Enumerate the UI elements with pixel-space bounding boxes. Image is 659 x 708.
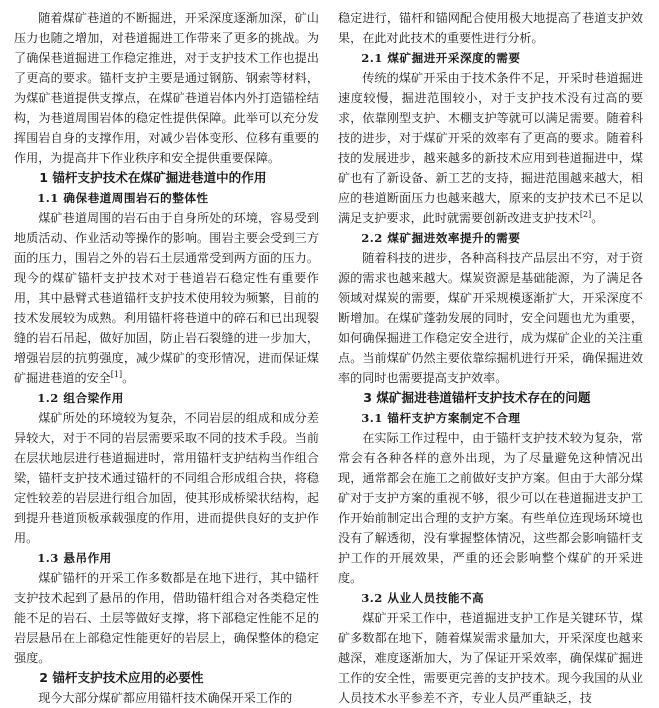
subsection-1-1-text: 煤矿巷道周围的岩石由于自身所处的环境，容易受到地质活动、作业活动等操作的影响。围岩主要会受到三方面的压力，围岩之外的岩石土层通常受到两方面的压力。现今的煤矿锚杆支护技术对于巷道岩石稳定性有重要作用，其中悬臂式巷道锚杆支护技术使用较为频繁，目前的技术发展较为成熟。利用锚杆将巷道中的碎石和已出现裂缝的岩石吊起，做好加固，防止岩石裂缝的进一步加大，增强岩层的抗剪强度，减少煤矿的变形情况，进而保证煤矿掘进巷道的安全 [14, 211, 319, 385]
subsection-2-1-paragraph [338, 68, 643, 228]
left-column [14, 8, 319, 708]
subsection-1-3-paragraph: 煤矿锚杆的开采工作多数都是在地下进行，其中锚杆支护技术起到了悬吊的作用，借助锚杆组合对各类稳定性能不足的岩石、土层等做好支撑，将下部稳定性能不足的岩层悬吊在上部稳定性能更好的岩层上，确保整体的稳定强度。 [14, 571, 319, 665]
section-1-heading: 1 锚杆支护技术在煤矿掘进巷道中的作用 [39, 170, 267, 185]
citation-2[interactable]: [2] [579, 209, 592, 219]
subsection-3-1-paragraph: 在实际工作过程中，由于锚杆支护技术较为复杂，常常会有各种各样的意外出现，为了尽量避免这种情况出现，通常都会在施工之前做好支护方案。但由于大部分煤矿对于支护方案的重视不够，很少可以在巷道掘进支护工作开始前制定出合理的支护方案。有些单位连现场环境也没有了解透彻，没有掌握整体情况，这些都会影响锚杆支护工作的开展效果，严重的还会影响整个煤矿的开采进度。 [338, 431, 643, 585]
subsection-1-1-paragraph [14, 208, 319, 388]
subsection-2-2-heading: 2.2 煤矿掘进效率提升的需要 [361, 231, 521, 245]
intro-paragraph: 随着煤矿巷道的不断掘进，开采深度逐渐加深，矿山压力也随之增加，对巷道掘进工作带来了更多的挑战。为了确保巷道掘进工作稳定推进，对于支护技术工作也提出了更高的要求。锚杆支护主要是通过钢筋、钢索等材料，为煤矿巷道提供支撑点，在煤矿巷道岩体内外打造锚栓结构，为巷道周围岩体的稳定性提供保障。此举可以充分发挥围岩自身的支撑作用，对减少岩体变形、位移有重要的作用，为提高井下作业秩序和安全提供重要保障。 [14, 11, 319, 165]
subsection-2-1-text: 传统的煤矿开采由于技术条件不足，开采时巷道掘进速度较慢，掘进范围较小，对于支护技术没有过高的要求，依靠刚型支护、木棚支护等就可以满足需要。随着科技的进步，对于煤矿开采的效率有了更高的要求。随着科技的发展进步，越来越多的新技术应用到巷道掘进中，煤矿也有了新设备、新工艺的支持，掘进范围越来越大，相应的巷道断面压力也越来越大，原来的支护技术已不足以满足支护要求，此时就需要创新改进支护技术 [338, 71, 643, 225]
subsection-3-1-heading: 3.1 锚杆支护方案制定不合理 [361, 411, 521, 425]
section-2-paragraph-continued: 稳定进行，锚杆和锚网配合使用极大地提高了巷道支护效果，在此对此技术的重要性进行分析。 [338, 11, 643, 45]
citation-1[interactable]: [1] [110, 369, 123, 379]
subsection-3-2-heading: 3.2 从业人员技能不高 [361, 591, 485, 605]
subsection-3-2-paragraph: 煤矿开采工作中，巷道掘进支护工作是关键环节，煤矿多数都在地下，随着煤炭需求量加大，开采深度也越来越深，难度逐渐加大，为了保证开采效率，确保煤矿掘进工作的安全性，需要更完善的支护技术。现今我国的从业人员技术水平参差不齐，专业人员严重缺乏，技 [338, 611, 643, 705]
subsection-1-1-heading: 1.1 确保巷道周围岩石的整体性 [37, 191, 209, 205]
right-column [338, 8, 643, 708]
subsection-1-2-heading: 1.2 组合梁作用 [37, 391, 124, 405]
subsection-1-3-heading: 1.3 悬吊作用 [37, 551, 112, 565]
subsection-1-2-paragraph: 煤矿所处的环境较为复杂，不同岩层的组成和成分差异较大，对于不同的岩层需要采取不同的技术手段。当前在层状地层进行巷道掘进时，常用锚杆支护结构当作组合梁，锚杆支护技术通过锚杆的不同组合形成组合抉，将稳定性较差的岩层进行组合加固，使其形成桥梁状结构，起到提升巷道顶板承载强度的作用，进而提供良好的支护作用。 [14, 411, 319, 545]
section-2-paragraph-start: 现今大部分煤矿都应用锚杆技术确保开采工作的 [38, 691, 293, 705]
subsection-2-1-heading: 2.1 煤矿掘进开采深度的需要 [361, 51, 521, 65]
subsection-2-2-paragraph: 随着科技的进步，各种高科技产品层出不穷，对于资源的需求也越来越大。煤炭资源是基础能源，为了满足各领域对煤炭的需要，煤矿开采规模逐渐扩大，开采深度不断增加。在煤矿蓬勃发展的同时，安全问题也尤为重要，如何确保掘进工作稳定安全进行，成为煤矿企业的关注重点。当前煤矿仍然主要依靠综掘机进行开采，确保掘进效率的同时也需要提高支护效率。 [338, 251, 643, 385]
section-3-heading: 3 煤矿掘进巷道锚杆支护技术存在的问题 [363, 390, 591, 405]
section-2-heading: 2 锚杆支护技术应用的必要性 [39, 670, 204, 685]
subsection-2-1-end: 。 [591, 211, 604, 225]
subsection-1-1-end: 。 [122, 371, 135, 385]
